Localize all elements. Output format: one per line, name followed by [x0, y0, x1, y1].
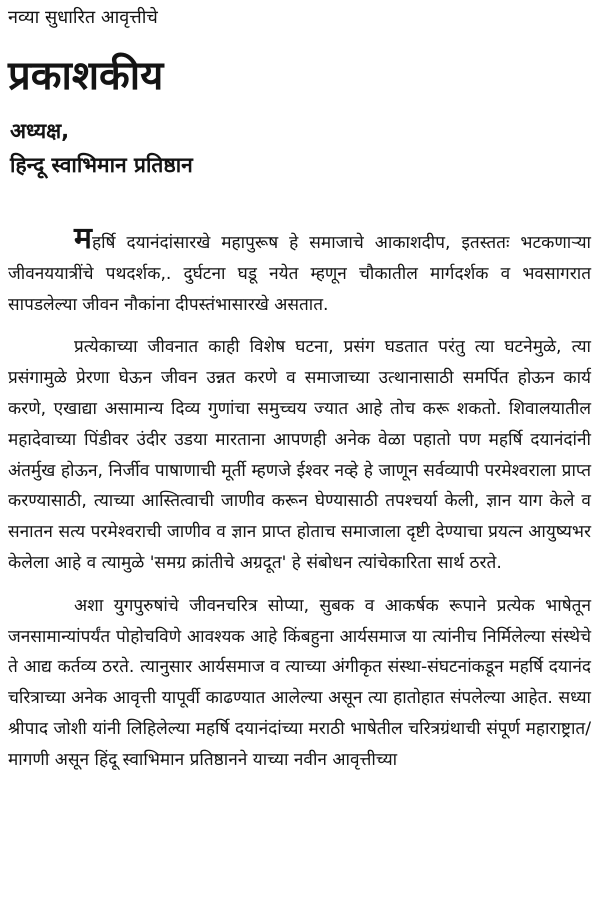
- body-text: [8, 221, 591, 788]
- author-block: [10, 114, 193, 182]
- page-title: प्रकाशकीय: [8, 53, 164, 99]
- drop-cap: म: [74, 221, 92, 256]
- running-header: नव्या सुधारित आवृत्तीचे: [8, 7, 158, 28]
- author-designation: अध्यक्ष,: [10, 119, 70, 143]
- paragraph-1: [8, 221, 591, 320]
- paragraph-1-text: हर्षि दयानंदांसारखे महापुरूष हे समाजाचे आकाशदीप, इतस्ततः भटकणाऱ्या जीवनययात्रींचे पथदर्शक,. दुर्घटना घडू नयेत म्हणून चौकातील मार्गदर्शक व भवसागरात सापडलेल्या जीवन नौकांना दीपस्तंभासारखे असतात.: [8, 233, 591, 315]
- paragraph-3: अशा युगपुरुषांचे जीवनचरित्र सोप्या, सुबक व आकर्षक रूपाने प्रत्येक भाषेतून जनसामान्यांपर्यंत पोहोचविणे आवश्यक आहे किंबहुना आर्यसमाज या त्यांनीच निर्मिलेल्या संस्थेचे ते आद्य कर्तव्य ठरते. त्यानुसार आर्यसमाज व त्याच्या अंगीकृत संस्था-संघटनांकडून महर्षि दयानंद चरित्राच्या अनेक आवृत्ती यापूर्वी काढण्यात आलेल्या असून त्या हातोहात संपलेल्या आहेत. सध्या श्रीपाद जोशी यांनी लिहिलेल्या महर्षि दयानंदांच्या मराठी भाषेतील चरित्रग्रंथाची संपूर्ण महाराष्ट्रात/मागणी असून हिंदू स्वाभिमान प्रतिष्ठानने याच्या नवीन आवृत्तीच्या: [8, 595, 591, 770]
- author-organization: हिन्दू स्वाभिमान प्रतिष्ठान: [10, 153, 193, 177]
- paragraph-2: प्रत्येकाच्या जीवनात काही विशेष घटना, प्रसंग घडतात परंतु त्या घटनेमुळे, त्या प्रसंगामुळे प्रेरणा घेऊन जीवन उन्नत करणे व समाजाच्या उत्थानासाठी समर्पित होऊन कार्य करणे, एखाद्या असामान्य दिव्य गुणांचा समुच्चय ज्यात आहे तोच करू शकतो. शिवालयातील महादेवाच्या पिंडीवर उंदीर उडया मारताना आपणही अनेक वेळा पहातो पण महर्षि दयानंदांनी अंतर्मुख होऊन, निर्जीव पाषाणाची मूर्ती म्हणजे ईश्वर नव्हे हे जाणून सर्वव्यापी परमेश्वराला प्राप्त करण्यासाठी, त्याच्या आस्तित्वाची जाणीव करून घेण्यासाठी तपश्चर्या केली, ज्ञान याग केले व सनातन सत्य परमेश्वराची जाणीव व ज्ञान प्राप्त होताच समाजाला दृष्टी देण्याचा प्रयत्न आयुष्यभर केलेला आहे व त्यामुळे 'समग्र क्रांतीचे अग्रदूत' हे संबोधन त्यांचेकारिता सार्थ ठरते.: [8, 337, 591, 573]
